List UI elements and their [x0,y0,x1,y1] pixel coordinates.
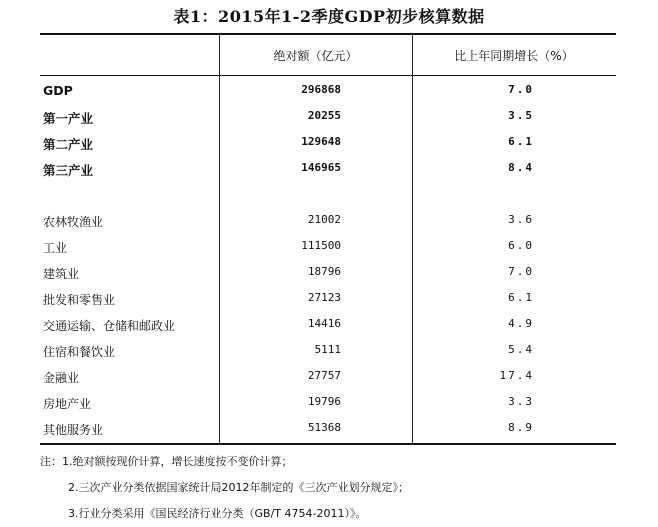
header-amount: 绝对额（亿元） [273,49,358,63]
row-amount: 27757 [307,369,341,382]
row-growth: 6.1 [508,135,534,148]
row-amount: 21002 [307,213,341,226]
table-row-gdp [40,80,616,102]
table-row-tertiary [40,158,616,180]
table-row-primary [40,106,616,128]
row-amount: 296868 [301,83,341,96]
row-growth: 3.6 [508,213,534,226]
table-row [40,418,616,440]
row-growth: 6.1 [508,291,534,304]
row-name: 批发和零售业 [43,293,116,307]
table-row [40,392,616,414]
row-growth: 3.3 [508,395,534,408]
table-row-secondary [40,132,616,154]
table-top-rule [40,33,616,35]
row-amount: 19796 [307,395,341,408]
note-3: 3.行业分类采用《国民经济行业分类（GB/T 4754-2011）》。 [68,507,367,520]
table-row [40,340,616,362]
note-1: 注：1.绝对额按现价计算，增长速度按不变价计算； [40,455,293,468]
row-name: 交通运输、仓储和邮政业 [43,319,176,333]
row-growth: 8.4 [508,161,534,174]
table-row [40,210,616,232]
row-amount: 129648 [301,135,341,148]
row-name: 金融业 [43,371,80,385]
header-growth: 比上年同期增长（%） [454,49,574,63]
note-2: 2.三次产业分类依据国家统计局2012年制定的《三次产业划分规定》； [68,481,409,494]
row-growth: 17.4 [499,369,534,382]
row-amount: 18796 [307,265,341,278]
table-row [40,314,616,336]
table-header-rule [40,75,616,76]
table-title: 表1：2015年1-2季度GDP初步核算数据 [173,7,485,26]
row-name: 第二产业 [43,137,94,152]
row-growth: 3.5 [508,109,534,122]
row-name: GDP [43,83,73,98]
table-row [40,236,616,258]
row-name: 其他服务业 [43,423,104,437]
row-growth: 4.9 [508,317,534,330]
row-amount: 20255 [307,109,341,122]
row-name: 房地产业 [43,397,92,411]
table-notes [40,449,640,527]
row-name: 工业 [43,241,68,255]
table-bottom-rule [40,443,616,445]
row-growth: 5.4 [508,343,534,356]
row-growth: 7.0 [508,83,534,96]
row-amount: 111500 [301,239,341,252]
row-growth: 7.0 [508,265,534,278]
row-name: 建筑业 [43,267,80,281]
row-name: 住宿和餐饮业 [43,345,116,359]
row-amount: 51368 [307,421,341,434]
row-amount: 14416 [307,317,341,330]
row-amount: 146965 [301,161,341,174]
table-row [40,262,616,284]
row-name: 第一产业 [43,111,94,126]
row-growth: 6.0 [508,239,534,252]
row-name: 第三产业 [43,163,94,178]
row-name: 农林牧渔业 [43,215,104,229]
row-amount: 5111 [314,343,341,356]
row-growth: 8.9 [508,421,534,434]
row-amount: 27123 [307,291,341,304]
table-row [40,366,616,388]
table-row [40,288,616,310]
